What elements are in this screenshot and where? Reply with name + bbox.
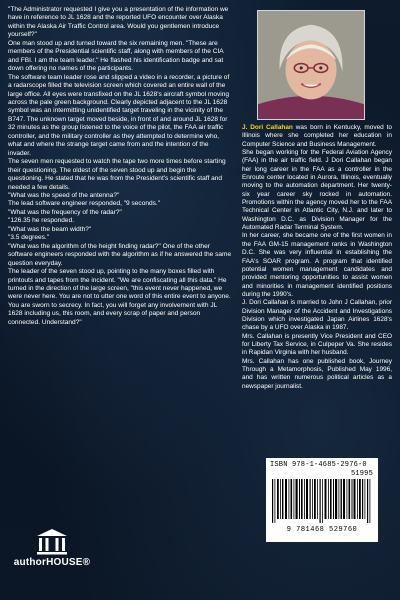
author-bio-intro-text: was born in Kentucky, moved to Illinois where she completed her education in Computer Science and Business Management. bbox=[242, 124, 392, 148]
publisher-name: authorHOUSE® bbox=[13, 557, 91, 568]
excerpt-paragraph: "What was the frequency of the radar?" bbox=[8, 208, 122, 216]
author-bio-paragraph: In her career, she became one of the first women in the FAA GM-15 management ranks in Washington D.C. She was very influential in establishing the FAA's SOAR program. A program that identified potential women management candidates and provided mentoring opportunities to assist women and minorities in management identified positions during the 1990's. bbox=[242, 232, 392, 298]
isbn-barcode bbox=[266, 458, 378, 542]
excerpt-paragraph: "3.5 degrees." bbox=[8, 234, 50, 242]
author-photo bbox=[257, 10, 365, 120]
author-bio-column bbox=[242, 124, 392, 391]
excerpt-paragraph: "What was the speed of the antenna?" bbox=[8, 191, 120, 199]
excerpt-text-column bbox=[8, 6, 232, 327]
isbn-text: ISBN 978-1-4685-2976-0 bbox=[270, 461, 367, 469]
excerpt-paragraph: "126.35 he responded. bbox=[8, 217, 75, 225]
barcode-icon bbox=[270, 471, 374, 525]
barcode-number: 9 781468 529760 bbox=[286, 526, 358, 534]
excerpt-paragraph: The seven men requested to watch the tape two more times before starting their questioning. The oldest of the seven stood up and begin the questioning. He stated that he was from the President's scientific staff and needed a few details. bbox=[8, 158, 226, 191]
author-bio-paragraph: Mrs. Callahan has one published book, Journey Through a Metamorphosis, Published May 1996, and has written numerous political articles as a newspaper journalist. bbox=[242, 357, 392, 390]
author-bio-paragraph: Mrs. Callahan is presently Vice President and CEO for Liberty Tax Service, in Culpeper Va. She resides in Rapidan Virginia with her husband. bbox=[242, 332, 392, 357]
excerpt-paragraph: The software team leader rose and slipped a video in a recorder, a picture of a radarscope filled the television screen which covered an entire wall of the large office. All eyes were transfixed on the JL 1628's aircraft symbol moving across the pale green background. Clearly depicted adjacent to the JL 1628 symbol was an intermitting unidentified target traveling in the vicinity of the B747. The unknown target moved beside, in front of and around JL 1628 for 32 minutes as the group listened to the voice of the pilot, the FAA air traffic controller, and the military controller as they attempted to determine who, what and where the strange target came from and the intention of the invader. bbox=[8, 73, 230, 157]
authorhouse-columns-logo-icon bbox=[35, 528, 69, 556]
excerpt-paragraph: "The Administrator requested I give you a presentation of the information we have in reference to JL 1628 and the reported UFO encounter over Alaska within the Alaska Air Traffic Control area. Would you gentlemen introduce yourself?" bbox=[8, 6, 229, 39]
excerpt-paragraph: The lead software engineer responded, "9 seconds." bbox=[8, 200, 161, 208]
publisher-logo-block bbox=[12, 528, 92, 568]
excerpt-paragraph: "What was the algorithm of the height finding radar?" One of the other software engineers responded with the algorithm as if he answered the same question everyday. bbox=[8, 242, 232, 267]
author-bio-paragraph: J. Dori Callahan is married to John J Callahan, prior Division Manager of the Accident and Investigations Division which investigated Japan Airlines 1628's chase by a UFO over Alaska in 1987. bbox=[242, 299, 392, 332]
author-bio-intro bbox=[242, 124, 392, 149]
excerpt-paragraph: One man stood up and turned toward the six remaining men. "These are members of the Presidential scientific staff, along with members of the CIA and FBI. I am the team leader." He flashed his identification badge and sat down offering no names of the participants. bbox=[8, 39, 224, 73]
excerpt-paragraph: The leader of the seven stood up, pointing to the many boxes filled with printouts and tapes from the incident. "We are confiscating all this data." He turned in the direction of the large screen, "this event never happened, we were never here. You are not to utter one word of this entire event to anyone. You are sworn to secrecy. In fact, you will forget any involvement with JL 1628 including us, this room, and every scrap of paper and person connected. Understand?" bbox=[8, 268, 231, 326]
price-code: 51995 bbox=[350, 470, 373, 478]
author-name: J. Dori Callahan bbox=[242, 124, 293, 131]
author-bio-paragraph: She began working for the Federal Aviation Agency (FAA) in the air traffic field. J Dori Callahan began her long career in the FAA as a controller in the Enroute center located in Aurora, Illinois, eventually moving to the automation department. Her twenty-six year career sky rocked in automation. Promotions within the agency moved her to the FAA Technical Center in Atlantic City, N.J. and later to Washington D.C. as Division Manager for the Automated Radar Terminal System. bbox=[242, 149, 392, 232]
excerpt-paragraph: "What was the beam width?" bbox=[8, 225, 92, 233]
